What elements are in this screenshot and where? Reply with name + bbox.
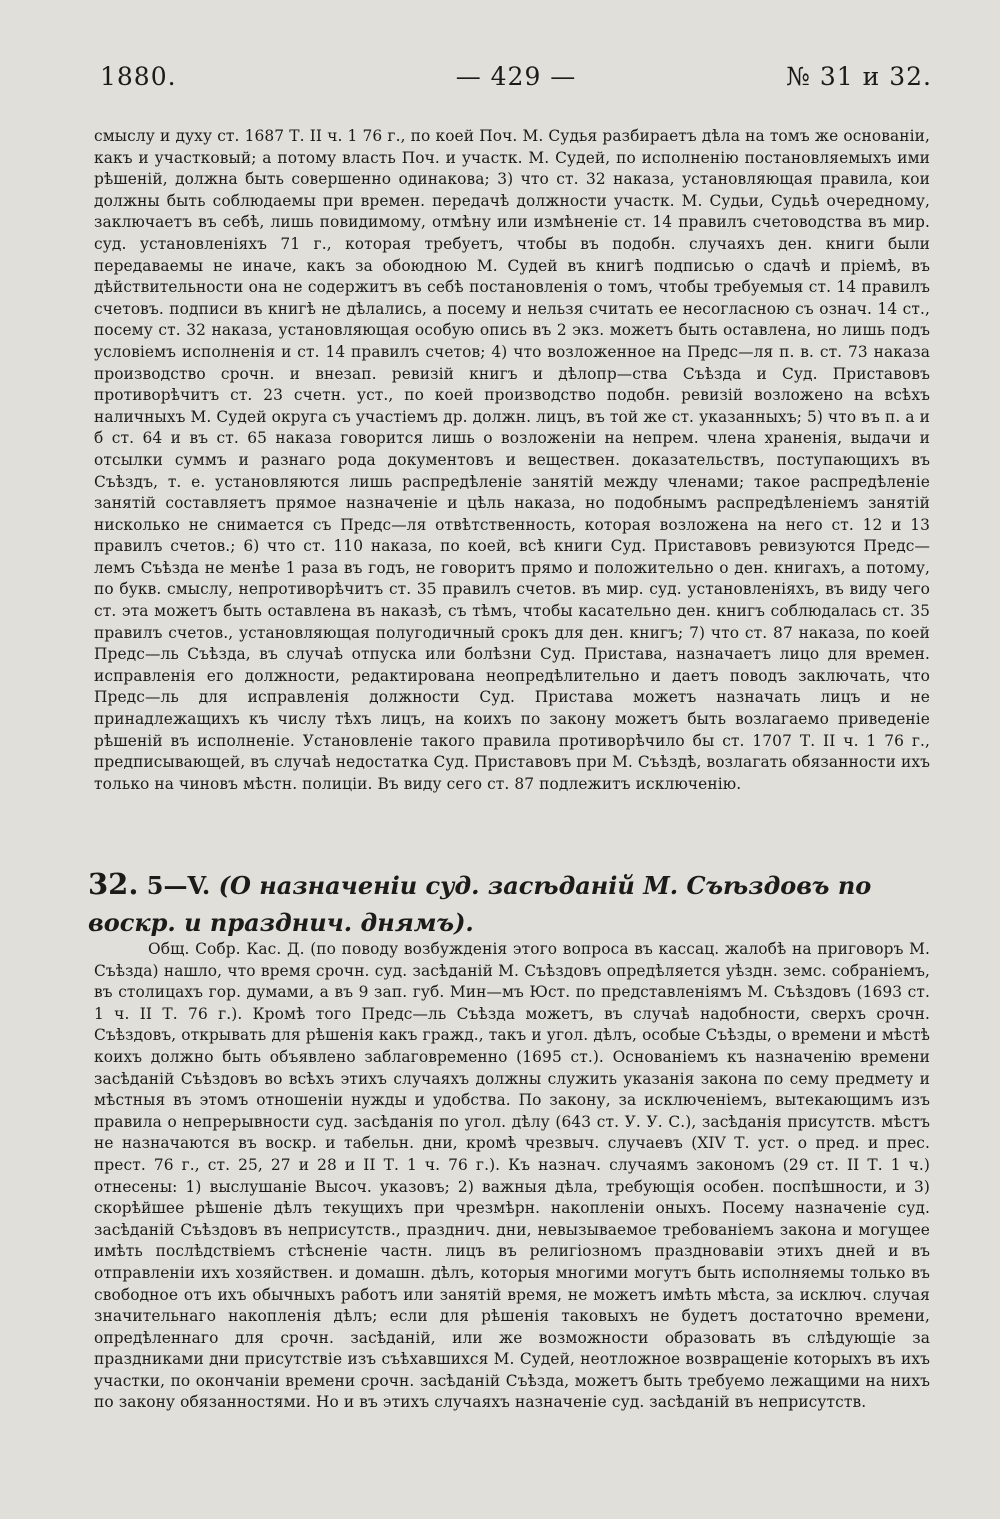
section-title: (О назначеніи суд. засѣданій М. Съѣздовъ по воскр. и празднич. днямъ).	[88, 871, 872, 937]
body-paragraph-1: смыслу и духу ст. 1687 Т. II ч. 1 76 г., по коей Поч. М. Судья разбираетъ дѣла на томъ же основаніи, какъ и участковый; а потому власть Поч. и участк. М. Судей, по исполненію постановляемыхъ ими рѣшеній, должна быть совершенно одинакова; 3) что ст. 32 наказа, установляющая правила, кои должны быть соблюдаемы при времен. передачѣ должности участк. М. Судьи, Судьѣ очередному, заключаетъ въ себѣ, лишь повидимому, отмѣну или измѣненіе ст. 14 правилъ счетоводства въ мир. суд. установленіяхъ 71 г., которая требуетъ, чтобы въ подобн. случаяхъ ден. книги были передаваемы не иначе, какъ за обоюдною М. Судей въ книгѣ подписью о сдачѣ и пріемѣ, въ дѣйствительности она не содержитъ въ себѣ постановленія о томъ, чтобы требуемыя ст. 14 правилъ счетовъ. подписи въ книгѣ не дѣлались, а посему и нельзя считать ее несогласною съ означ. 14 ст., посему ст. 32 наказа, установляющая особую опись въ 2 экз. можетъ быть оставлена, но лишь подъ условіемъ исполненія и ст. 14 правилъ счетов; 4) что возложенное на Предс—ля п. в. ст. 73 наказа производство срочн. и внезап. ревизій книгъ и дѣлопр—ства Съѣзда и Суд. Приставовъ противорѣчитъ ст. 23 счетн. уст., по коей производство подобн. ревизій возложено на всѣхъ наличныхъ М. Судей округа съ участіемъ др. должн. лицъ, въ той же ст. указанныхъ; 5) что въ п. а и б ст. 64 и въ ст. 65 наказа говорится лишь о возложеніи на непрем. члена храненія, выдачи и отсылки суммъ и разнаго рода документовъ и веществен. доказательствъ, поступающихъ въ Съѣздъ, т. е. установляются лишь распредѣленіе занятій между членами; такое распредѣленіе занятій составляетъ прямое назначеніе и цѣль наказа, но подобнымъ распредѣленіемъ занятій нисколько не снимается съ Предс—ля отвѣтственность, которая возложена на него ст. 12 и 13 правилъ счетов.; 6) что ст. 110 наказа, по коей, всѣ книги Суд. Приставовъ ревизуются Предс—лемъ Съѣзда не менѣе 1 раза въ годъ, не говоритъ прямо и положительно о ден. книгахъ, а потому, по букв. смыслу, непротиворѣчитъ ст. 35 правилъ счетов. въ мир. суд. установленіяхъ, въ виду чего ст. эта можетъ быть оставлена въ наказѣ, съ тѣмъ, чтобы касательно ден. книгъ соблюдалась ст. 35 правилъ счетов., установляющая полугодичный срокъ для ден. книгъ; 7) что ст. 87 наказа, по коей Предс—ль Съѣзда, въ случаѣ отпуска или болѣзни Суд. Пристава, назначаетъ лицо для времен. исправленія его должности, редактирована неопредѣлительно и даетъ поводъ заключать, что Предс—ль для исправленія должности Суд. Пристава можетъ назначать лицъ и не принадлежащихъ къ числу тѣхъ лицъ, на коихъ по закону можетъ быть возлагаемо приведеніе рѣшеній въ исполненіе. Установленіе такого правила противорѣчило бы ст. 1707 Т. II ч. 1 76 г., предписывающей, въ случаѣ недостатка Суд. Приставовъ при М. Съѣздѣ, возлагать обязанности ихъ только на чиновъ мѣстн. полиціи. Въ виду сего ст. 87 подлежитъ исключенію.	[94, 127, 930, 793]
header-year: 1880.	[100, 62, 177, 91]
section-heading	[88, 866, 934, 941]
header-issue-number: № 31 и 32.	[786, 62, 932, 91]
section-date: 5—V.	[138, 871, 219, 900]
page-header	[100, 62, 932, 98]
section-number: 32.	[88, 867, 139, 901]
header-page-number: — 429 —	[455, 62, 577, 91]
body-paragraph-2: Общ. Собр. Кас. Д. (по поводу возбужденія этого вопроса въ кассац. жалобѣ на приговоръ М. Съѣзда) нашло, что время срочн. суд. засѣданій М. Съѣздовъ опредѣляется уѣздн. земс. собраніемъ, въ столицахъ гор. думами, а въ 9 зап. губ. Мин—мъ Юст. по представленіямъ М. Съѣздовъ (1693 ст. 1 ч. II Т. 76 г.). Кромѣ того Предс—ль Съѣзда можетъ, въ случаѣ надобности, сверхъ срочн. Съѣздовъ, открывать для рѣшенія какъ гражд., такъ и угол. дѣлъ, особые Съѣзды, о времени и мѣстѣ коихъ должно быть объявлено заблаговременно (1695 ст.). Основаніемъ къ назначенію времени засѣданій Съѣздовъ во всѣхъ этихъ случаяхъ должны служить указанія закона по сему предмету и мѣстныя въ этомъ отношеніи нужды и удобства. По закону, за исключеніемъ, вытекающимъ изъ правила о непрерывности суд. засѣданія по угол. дѣлу (643 ст. У. У. С.), засѣданія присутств. мѣстъ не назначаются въ воскр. и табельн. дни, кромѣ чрезвыч. случаевъ (XIV Т. уст. о пред. и прес. прест. 76 г., ст. 25, 27 и 28 и II Т. 1 ч. 76 г.). Къ назнач. случаямъ закономъ (29 ст. II Т. 1 ч.) отнесены: 1) выслушаніе Высоч. указовъ; 2) важныя дѣла, требующія особен. поспѣшности, и 3) скорѣйшее рѣшеніе дѣлъ текущихъ при чрезмѣрн. накопленіи оныхъ. Посему назначеніе суд. засѣданій Съѣздовъ въ неприсутств., празднич. дни, невызываемое требованіемъ закона и могущее имѣть послѣдствіемъ стѣсненіе частн. лицъ въ религіозномъ праздновавіи этихъ дней и въ отправленіи ихъ хозяйствен. и домашн. дѣлъ, которыя многими могутъ быть исполняемы только въ свободное отъ ихъ обычныхъ работъ или занятій время, не можетъ имѣть мѣста, за исключ. случая значительнаго накопленія дѣлъ; если для рѣшенія таковыхъ не будетъ достаточно времени, опредѣленнаго для срочн. засѣданій, или же возможности образовать въ слѣдующіе за праздниками дни присутствіе изъ съѣхавшихся М. Судей, неотложное возвращеніе которыхъ въ ихъ участки, по окончаніи времени срочн. засѣданій Съѣзда, можетъ быть требуемо лежащими на нихъ по закону обязанностями. Но и въ этихъ случаяхъ назначеніе суд. засѣданій въ неприсутств.	[94, 940, 930, 1412]
